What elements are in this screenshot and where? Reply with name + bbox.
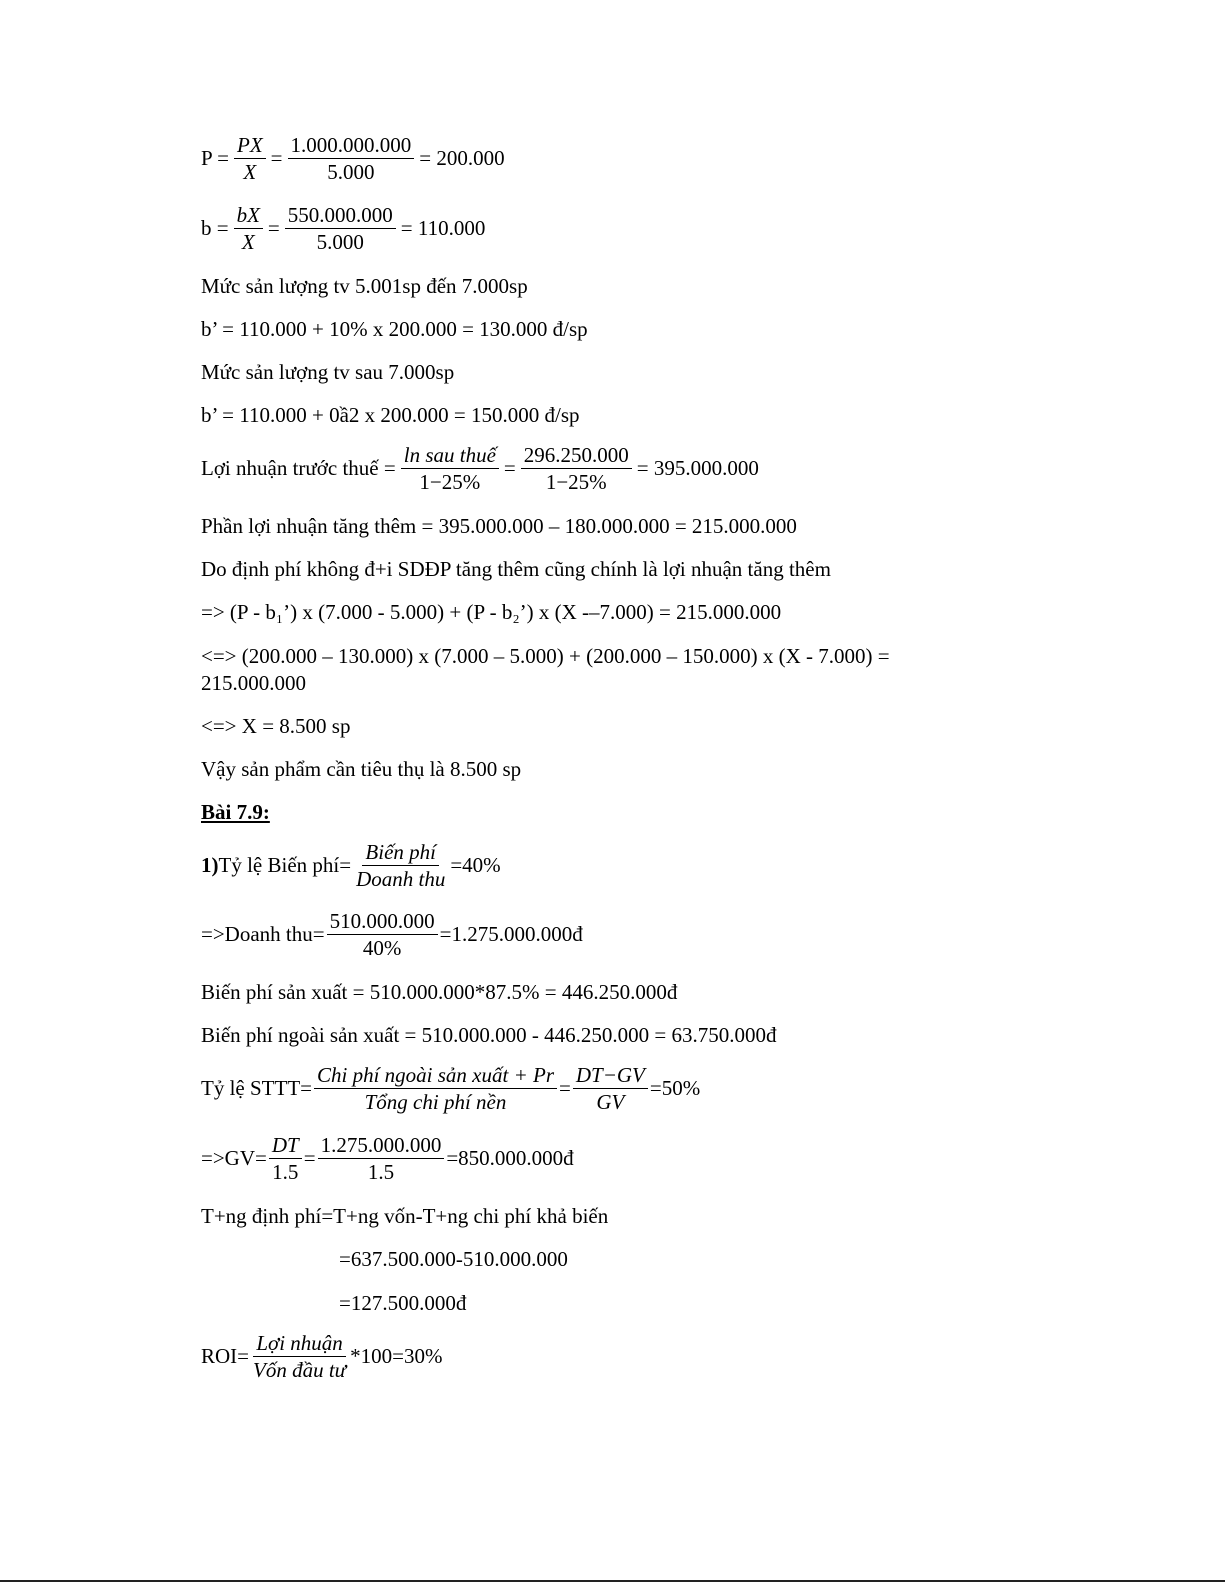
px-over-x-fraction: $\frac{PX}{X}$	[234, 134, 266, 183]
text-line: b’ = 110.000 + 0ầ2 x 200.000 = 150.000 đ/sp	[201, 403, 580, 427]
markup-fraction: $\frac{\text{Chi phí ngoài sản xuất + Pr}}{\text{Tổng chi phí nền}}$	[314, 1064, 557, 1113]
variable-cost-ratio-formula: 1) Tỷ lệ Biến phí= $\frac{\text{Biến phí}}{\text{Doanh thu}}$ =40%	[201, 840, 501, 892]
roi-formula: ROI= $\frac{\text{Lợi nhuận}}{\text{Vốn đầu tư}}$ *100=30%	[201, 1331, 443, 1383]
text-line: Biến phí sản xuất = 510.000.000*87.5% = 446.250.000đ	[201, 980, 678, 1004]
p-value-fraction: $\frac{1.000.000.000}{5.000}$	[288, 134, 415, 183]
revenue-formula: =>Doanh thu= $\frac{510.000.000}{40\%}$ =1.275.000.000đ	[201, 909, 583, 961]
dt-over-1-5-fraction: $\frac{DT}{1.5}$	[269, 1134, 302, 1183]
after-tax-fraction: $\frac{\text{ln sau thuế}}{1-25\%}$	[401, 444, 499, 493]
text-line: =127.500.000đ	[339, 1291, 467, 1315]
text-line: <=> X = 8.500 sp	[201, 714, 351, 738]
b-formula: b = $\frac{bX}{X}$ = $\frac{550.000.000}{5.000}$ = 110.000	[201, 203, 486, 255]
profit-formula: Lợi nhuận trước thuế = $\frac{\text{ln sau thuế}}{1-25\%}$ = $\frac{296.250.000}{1-25\%}$ = 395.000.000	[201, 443, 759, 495]
p-formula: P = $\frac{PX}{X}$ = $\frac{1.000.000.000}{5.000}$ = 200.000	[201, 133, 505, 185]
dt-gv-fraction: $\frac{DT-GV}{GV}$	[573, 1064, 648, 1113]
gv-formula: =>GV= $\frac{DT}{1.5}$ = $\frac{1.275.000.000}{1.5}$ =850.000.000đ	[201, 1133, 574, 1185]
text-line: <=> (200.000 – 130.000) x (7.000 – 5.000) + (200.000 – 150.000) x (X - 7.000) =	[201, 644, 890, 668]
text-line: Do định phí không đ+i SDĐP tăng thêm cũng chính là lợi nhuận tăng thêm	[201, 557, 831, 581]
section-heading: Bài 7.9:	[201, 800, 270, 824]
text-line: Mức sản lượng tv sau 7.000sp	[201, 360, 455, 384]
text-line: Mức sản lượng tv 5.001sp đến 7.000sp	[201, 274, 528, 298]
text-line: Phần lợi nhuận tăng thêm = 395.000.000 – 180.000.000 = 215.000.000	[201, 514, 797, 538]
bx-over-x-fraction: $\frac{bX}{X}$	[234, 204, 263, 253]
text-line: Biến phí ngoài sản xuất = 510.000.000 - 446.250.000 = 63.750.000đ	[201, 1023, 777, 1047]
text-line: b’ = 110.000 + 10% x 200.000 = 130.000 đ/sp	[201, 317, 588, 341]
profit-value-fraction: $\frac{296.250.000}{1-25\%}$	[521, 444, 632, 493]
gv-value-fraction: $\frac{1.275.000.000}{1.5}$	[318, 1134, 445, 1183]
page-bottom-rule	[0, 1580, 1225, 1582]
text-line: Vậy sản phẩm cần tiêu thụ là 8.500 sp	[201, 757, 522, 781]
roi-fraction: $\frac{\text{Lợi nhuận}}{\text{Vốn đầu tư}}$	[253, 1331, 347, 1383]
markup-ratio-formula: Tỷ lệ STTT= $\frac{\text{Chi phí ngoài sản xuất + Pr}}{\text{Tổng chi phí nền}}$ = $\frac{DT-GV}{GV}$ =50%	[201, 1063, 701, 1115]
text-line: =637.500.000-510.000.000	[339, 1247, 568, 1271]
text-line: => (P - b₁’) x (7.000 - 5.000) + (P - b₂’) x (X -–7.000) = 215.000.000	[201, 600, 782, 624]
text-line: T+ng định phí=T+ng vốn-T+ng chi phí khả biến	[201, 1204, 609, 1228]
b-value-fraction: $\frac{550.000.000}{5.000}$	[285, 204, 396, 253]
p-lhs: P =	[201, 146, 229, 171]
ratio-fraction: $\frac{\text{Biến phí}}{\text{Doanh thu}}$	[356, 840, 446, 892]
text-line: 215.000.000	[201, 671, 306, 695]
p-result: = 200.000	[419, 146, 505, 171]
revenue-fraction: $\frac{510.000.000}{40\%}$	[327, 910, 438, 959]
